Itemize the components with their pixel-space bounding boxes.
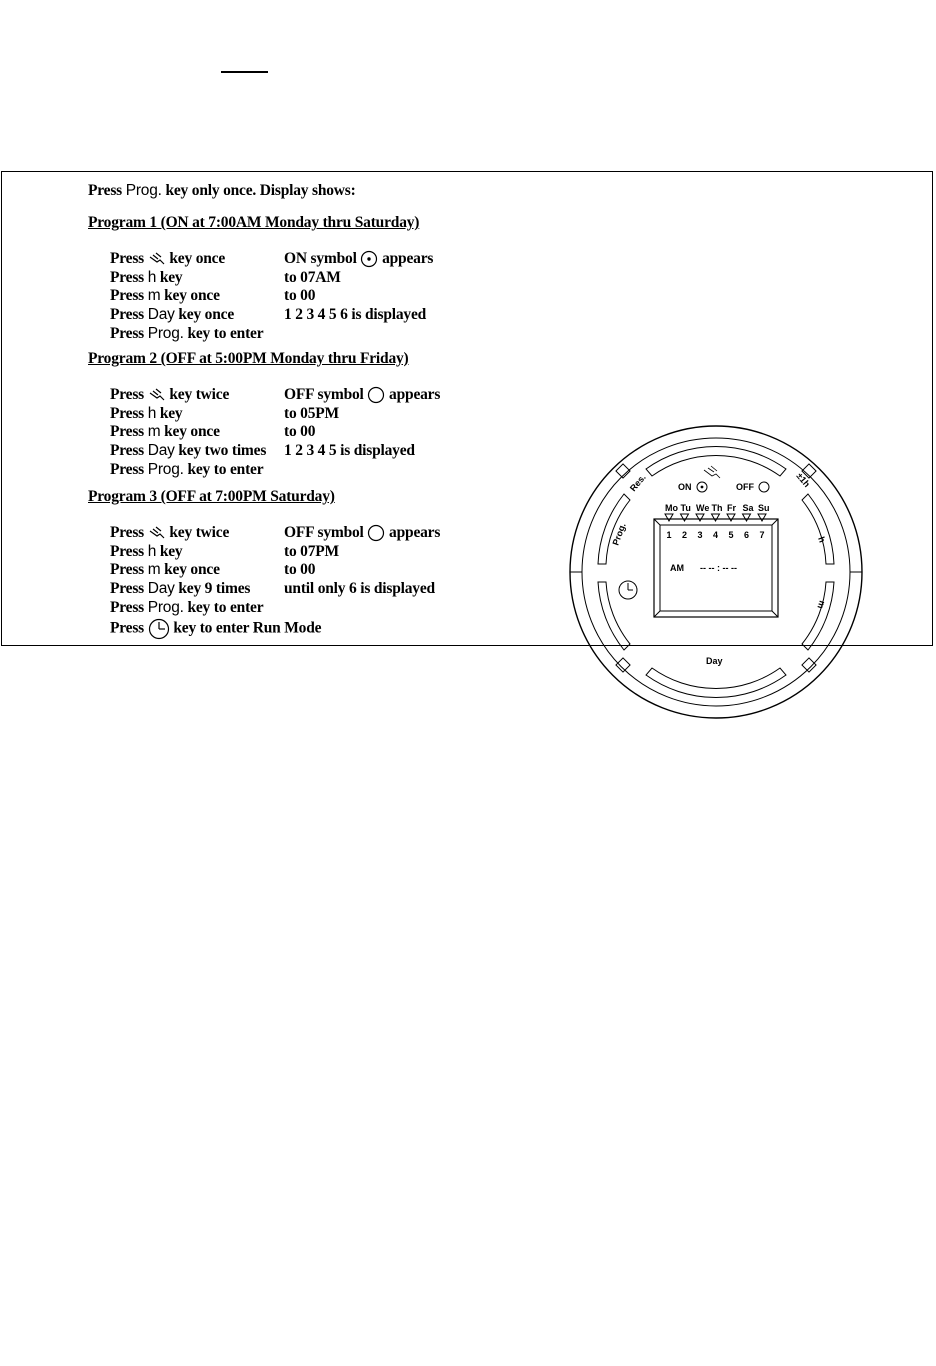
step-key: m [147,423,161,441]
intro-press: Press [88,182,123,199]
hand-icon[interactable] [704,466,720,478]
step-action: key [159,268,183,286]
result-text: to 00 [284,287,316,305]
result-text: to 00 [284,423,316,441]
day-abbrev: We [696,503,710,513]
program-heading: Program 2 (OFF at 5:00PM Monday thru Friday) [88,350,409,367]
day-number: 2 [682,530,688,540]
step-action: key once [169,250,226,267]
step-instruction [110,250,225,268]
step-instruction [110,561,220,579]
step-result [284,405,339,423]
step-instruction [110,461,263,479]
wh-label: ±1h [794,470,813,490]
day-label: Day [706,656,723,666]
step-result [284,287,315,305]
step-instruction [110,618,321,640]
prog-label: Prog. [610,521,628,547]
step-result [284,580,435,598]
step-key: Prog. [147,460,184,478]
step-result [284,561,315,579]
step-instruction [110,306,234,324]
result-after: appears [389,524,441,541]
step-key: Prog. [147,324,184,342]
result-after: appears [382,250,434,267]
time-display: -- -- : -- -- [700,563,737,573]
step-press: Press [110,598,145,616]
clock-icon[interactable] [619,581,637,599]
right-lower-segment[interactable] [802,582,834,650]
day-number: 5 [728,530,734,540]
day-abbrev: Su [758,503,770,513]
instruction-panel [1,171,933,666]
step-action: key 9 times [178,580,251,598]
right-upper-segment[interactable] [802,494,834,564]
step-instruction [110,442,266,460]
off-label: OFF [736,482,754,492]
step-press: Press [110,287,145,305]
step-instruction [110,599,263,617]
step-press: Press [110,250,145,267]
day-marker [665,514,673,521]
step-key: m [147,287,161,305]
step-press: Press [110,580,145,598]
step-instruction [110,325,263,343]
step-result [284,269,341,287]
step-action: key to enter [187,460,264,478]
result-text: until only 6 is displayed [284,580,435,598]
bottom-right-button[interactable] [802,658,816,672]
day-marker [758,514,766,521]
step-action: key two times [178,442,267,460]
step-press: Press [110,306,145,324]
step-press: Press [110,561,145,579]
day-number: 7 [759,530,765,540]
result-text: to 07AM [284,268,341,286]
step-instruction [110,287,220,305]
step-press: Press [110,324,145,342]
day-abbrev: Fr [727,503,736,513]
step-action: key [159,542,183,560]
step-press: Press [110,619,145,637]
result-text: 1 2 3 4 5 is displayed [284,442,415,460]
step-key: Prog. [147,598,184,616]
timer-dial [568,424,864,720]
hand-icon [148,386,166,403]
step-instruction [110,269,182,287]
step-press: Press [110,423,145,441]
step-key: h [147,404,157,422]
day-number: 3 [697,530,703,540]
result-text: ON symbol [284,250,357,267]
left-lower-segment[interactable] [598,582,630,650]
step-result [284,306,426,324]
step-press: Press [110,386,145,403]
step-press: Press [110,460,145,478]
top-segment[interactable] [646,446,786,476]
intro-rest: key only once. Display shows: [165,182,356,199]
clock-icon [148,619,170,636]
step-press: Press [110,268,145,286]
m-label: m [815,599,828,611]
off-symbol-icon [759,482,769,492]
program-heading: Program 1 (ON at 7:00AM Monday thru Saturday) [88,214,420,231]
result-text: OFF symbol [284,386,364,403]
step-action: key to enter [187,324,264,342]
day-abbrev: Mo [665,503,678,513]
day-marker [743,514,751,521]
day-number: 1 [666,530,672,540]
program-heading: Program 3 (OFF at 7:00PM Saturday) [88,488,335,505]
step-instruction [110,580,250,598]
off-symbol-icon [367,524,385,541]
step-action: key twice [169,386,230,403]
step-instruction [110,543,182,561]
step-result [284,442,415,460]
step-press: Press [110,542,145,560]
top-rule [221,71,268,73]
day-abbrev: Th [711,503,723,513]
day-abbrev: Tu [680,503,691,513]
step-press: Press [110,442,145,460]
step-result [284,250,433,268]
step-key: Day [147,306,175,324]
result-text: OFF symbol [284,524,364,541]
step-result [284,543,339,561]
step-action: key once [164,287,220,305]
res-label: Res. [627,472,648,494]
day-marker [712,514,720,521]
step-action: key once [178,306,235,324]
result-text: to 00 [284,561,316,579]
step-instruction [110,386,229,404]
step-key: Day [147,442,175,460]
step-action: key [159,404,183,422]
h-label: h [816,535,828,544]
intro-prog-key: Prog. [125,182,162,199]
on-symbol-icon [360,250,378,267]
hand-icon [148,524,166,541]
day-marker [727,514,735,521]
bottom-left-button[interactable] [616,658,630,672]
result-text: 1 2 3 4 5 6 is displayed [284,306,427,324]
am-indicator: AM [670,563,684,573]
hand-icon [148,250,166,267]
step-instruction [110,423,220,441]
day-number: 4 [713,530,719,540]
step-result [284,386,440,404]
result-text: to 07PM [284,542,339,560]
step-action: key once [164,561,220,579]
intro-line [88,182,356,200]
day-abbrev: Sa [742,503,754,513]
day-number: 6 [744,530,750,540]
step-press: Press [110,404,145,422]
step-action: key to enter Run Mode [173,619,322,637]
step-action: key once [164,423,220,441]
result-after: appears [389,386,441,403]
step-press: Press [110,524,145,541]
step-key: Day [147,580,175,598]
day-marker [696,514,704,521]
result-text: to 05PM [284,404,339,422]
step-key: h [147,542,157,560]
step-instruction [110,524,229,542]
step-key: m [147,561,161,579]
step-action: key to enter [187,598,264,616]
off-symbol-icon [367,386,385,403]
step-key: h [147,268,157,286]
step-result [284,423,315,441]
step-instruction [110,405,182,423]
on-label: ON [678,482,692,492]
bottom-segment[interactable] [646,668,786,698]
step-result [284,524,440,542]
step-action: key twice [169,524,230,541]
day-marker [681,514,689,521]
